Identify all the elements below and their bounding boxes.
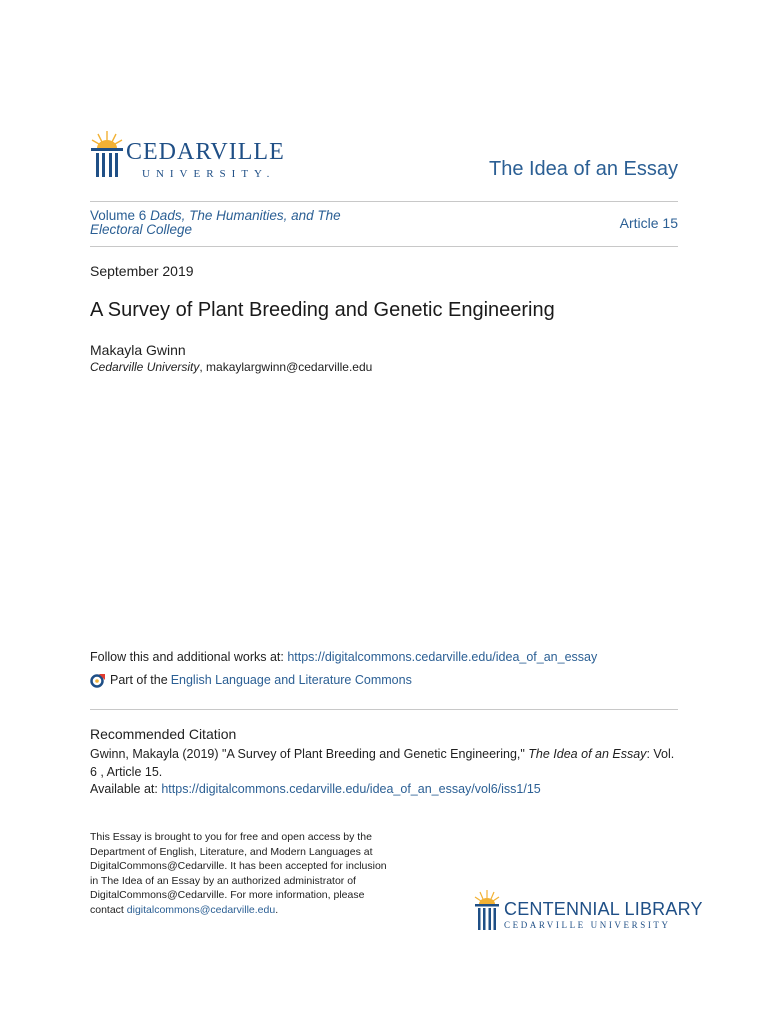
part-of-line: [90, 672, 412, 688]
divider: [90, 709, 678, 710]
author-email: , makaylargwinn@cedarville.edu: [199, 360, 373, 374]
journal-title[interactable]: The Idea of an Essay: [488, 158, 678, 180]
divider: [90, 201, 678, 202]
publication-date: September 2019: [90, 263, 194, 279]
pillar-sun-icon: [90, 128, 124, 184]
citation-heading: Recommended Citation: [90, 726, 237, 742]
logo-wordmark: CEDARVILLE: [126, 139, 285, 165]
citation-volume: : Vol. 6 , Article 15.: [90, 747, 675, 779]
commons-link[interactable]: English Language and Literature Commons: [170, 673, 412, 687]
article-number[interactable]: Article 15: [619, 215, 678, 231]
article-url-link[interactable]: https://digitalcommons.cedarville.edu/idea_of_an_essay/vol6/iss1/15: [161, 782, 541, 796]
contact-email-link[interactable]: digitalcommons@cedarville.edu: [126, 903, 276, 916]
available-prefix: Available at:: [90, 782, 162, 796]
citation-body: Gwinn, Makayla (2019) "A Survey of Plant Breeding and Genetic Engineering,": [90, 747, 529, 761]
logo-subtitle: UNIVERSITY.: [142, 168, 276, 180]
collection-link[interactable]: https://digitalcommons.cedarville.edu/idea_of_an_essay: [287, 650, 598, 664]
cedarville-logo: [90, 128, 310, 184]
volume-name: Dads, The Humanities, and The Electoral College: [90, 208, 341, 237]
follow-prefix: Follow this and additional works at:: [90, 650, 288, 664]
centennial-library-logo: [474, 888, 703, 934]
volume-label: Volume 6: [90, 208, 147, 223]
partof-prefix: Part of the: [110, 673, 168, 687]
divider: [90, 246, 678, 247]
access-notice: [90, 830, 390, 918]
follow-line: [90, 650, 597, 664]
author-name: Makayla Gwinn: [90, 342, 186, 358]
library-wordmark: CENTENNIAL LIBRARY: [504, 899, 703, 919]
volume-info[interactable]: [90, 209, 380, 237]
citation-journal: The Idea of an Essay: [528, 747, 647, 761]
citation-text: [90, 746, 680, 799]
notice-end: .: [275, 903, 279, 916]
pillar-sun-icon: [474, 888, 500, 934]
library-subtitle: CEDARVILLE UNIVERSITY: [504, 920, 671, 930]
article-title: A Survey of Plant Breeding and Genetic Engineering: [90, 299, 555, 321]
affiliation-name: Cedarville University: [90, 360, 200, 374]
author-affiliation: [90, 360, 372, 374]
notice-text: This Essay is brought to you for free and open access by the Department of English, Literature, and Modern Languages at DigitalCommons@Cedarville. It has been accepted for inclusion in The Idea of an Essay by an authorized administrator of DigitalCommons@Cedarville. For more information, please contact: [90, 831, 387, 916]
network-icon: [90, 672, 106, 688]
